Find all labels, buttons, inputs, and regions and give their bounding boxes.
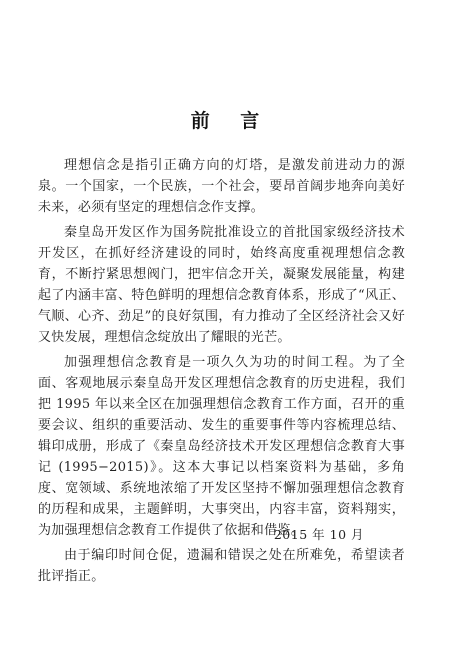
paragraph-4: 由于编印时间仓促，遗漏和错误之处在所难免，希望读者批评指正。 bbox=[38, 548, 405, 584]
signature-date: 2015 年 10 月 bbox=[273, 527, 364, 542]
paragraph-3: 加强理想信念教育是一项久久为功的时间工程。为了全面、客观地展示秦皇岛开发区理想信念教育的历史进程，我们把 1995 年以来全区在加强理想信念教育工作方面，召开的重要会议、组织的重要活动、发生的重要事件等内容梳理总结、辑印成册，形成了《秦皇岛经济技术开发区理想信念教育大事记 (1995−2015)》。这本大事记以档案资料为基础，多角度、宽领域、系统地浓缩了开发区坚持不懈加强理想信念教育的历程和成果，主题鲜明，大事突出，内容丰富，资料翔实，为加强理想信念教育工作提供了依据和借鉴。 bbox=[38, 355, 405, 538]
paragraph-2: 秦皇岛开发区作为国务院批准设立的首批国家级经济技术开发区，在抓好经济建设的同时，始终高度重视理想信念教育，不断拧紧思想阀门，把牢信念开关，凝聚发展能量，构建起了内涵丰富、特色鲜明的理想信念教育体系，形成了“风正、气顺、心齐、劲足”的良好氛围，有力推动了全区经济社会又好又快发展，理想信念绽放出了耀眼的光芒。 bbox=[38, 225, 405, 345]
paragraph-1: 理想信念是指引正确方向的灯塔，是激发前进动力的源泉。一个国家，一个民族，一个社会，要昂首阔步地奔向美好未来，必须有坚定的理想信念作支撑。 bbox=[38, 158, 405, 215]
page-title: 前 言 bbox=[190, 110, 272, 132]
